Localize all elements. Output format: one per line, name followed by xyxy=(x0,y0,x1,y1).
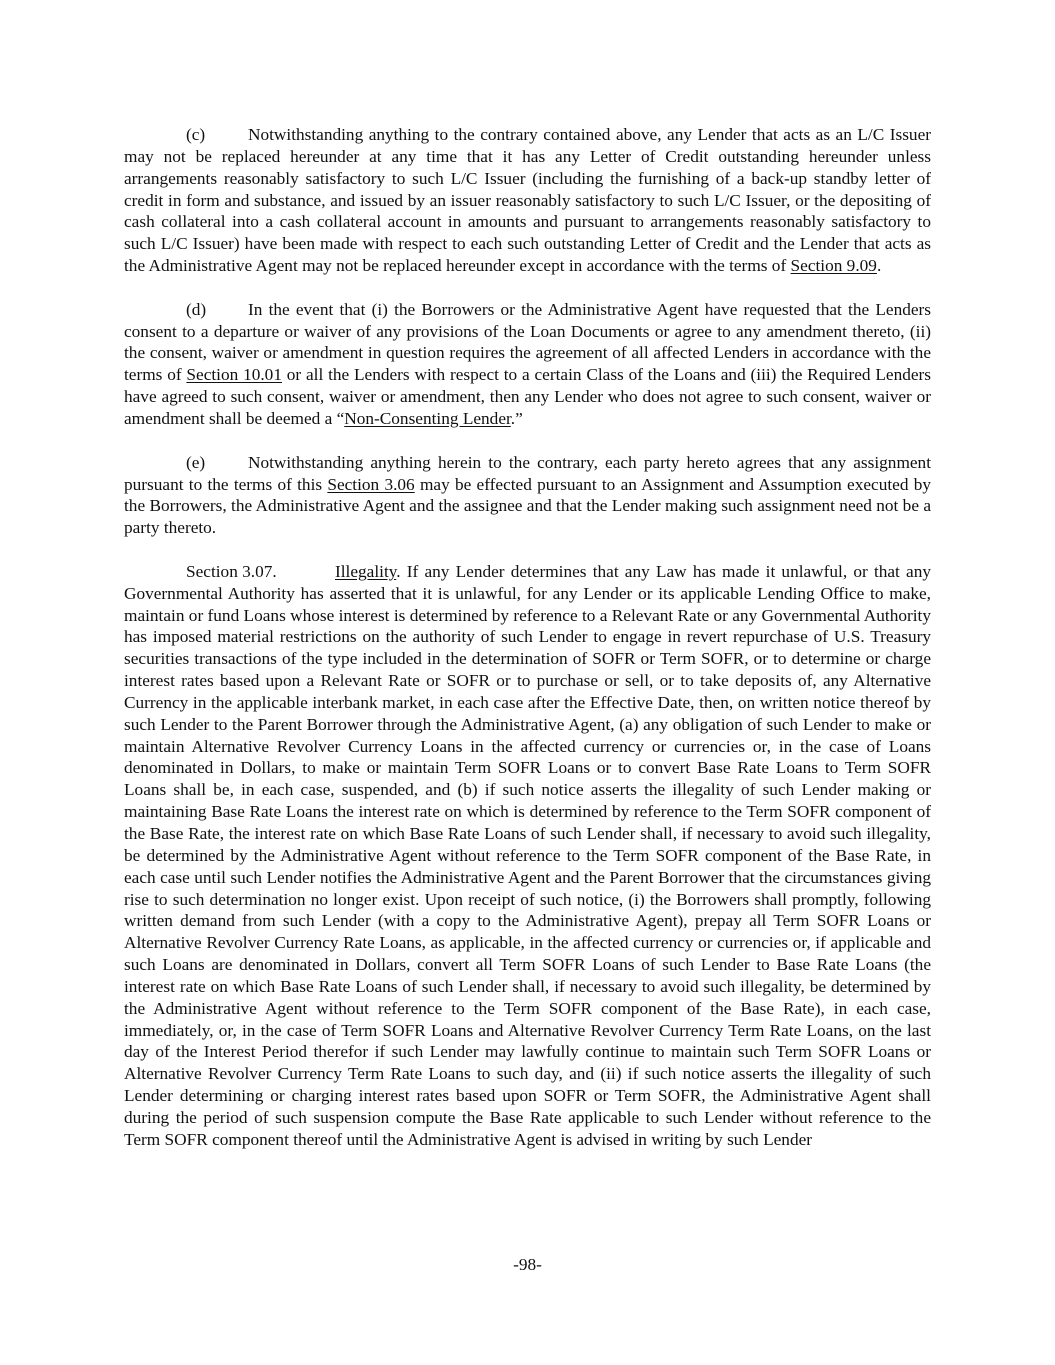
paragraph-text: In the event that (i) the Borrowers or the Administrative Agent have requested that the Lenders consent to a departure or waiver of any provisions of the Loan Documents or agree to any amendment thereto, (ii) the consent, waiver or amendment in question requires the agreement of all affected Lenders in accordance with the terms of xyxy=(124,299,931,385)
defined-term: Non-Consenting Lender xyxy=(344,408,511,428)
paragraph-tail: .” xyxy=(510,408,523,428)
page-number: -98- xyxy=(513,1255,542,1274)
paragraph-label: (d) xyxy=(186,299,207,319)
paragraph-d xyxy=(124,299,931,430)
document-body xyxy=(124,124,931,1173)
section-title: Illegality xyxy=(335,561,397,581)
paragraph-text: or all the Lenders with respect to a certain Class of the Loans and (iii) the Required Lenders have agreed to such consent, waiver or amendment, then any Lender who does not agree to such consent, waiver or amendment shall be deemed a “ xyxy=(124,365,931,428)
section-number: Section 3.07. xyxy=(186,561,277,581)
paragraph-text: Notwithstanding anything to the contrary contained above, any Lender that acts as an L/C Issuer may not be replaced hereunder at any time that it has any Letter of Credit outstanding hereunder unless arrangements reasonably satisfactory to such L/C Issuer (including the furnishing of a back-up standby letter of credit in form and substance, and issued by an issuer reasonably satisfactory to such L/C Issuer, or the depositing of cash collateral into a cash collateral account in amounts and pursuant to arrangements reasonably satisfactory to such L/C Issuer) have been made with respect to each such outstanding Letter of Credit and the Lender that acts as the Administrative Agent may not be replaced hereunder except in accordance with the terms of xyxy=(124,125,931,276)
section-reference: Section 9.09 xyxy=(790,256,877,276)
paragraph-label: (c) xyxy=(186,125,206,144)
section-reference: Section 3.06 xyxy=(327,474,415,494)
paragraph-label: (e) xyxy=(186,452,206,472)
paragraph-tail: . xyxy=(876,256,882,276)
paragraph-c xyxy=(124,124,931,277)
section-3-07 xyxy=(124,561,931,1151)
paragraph-text: Notwithstanding anything herein to the contrary, each party hereto agrees that any assignment pursuant to the terms of this xyxy=(124,452,931,494)
paragraph-e xyxy=(124,452,931,539)
paragraph-text: may be effected pursuant to an Assignment and Assumption executed by the Borrowers, the Administrative Agent and the assignee and that the Lender making such assignment need not be a party thereto. xyxy=(124,474,931,538)
section-reference: Section 10.01 xyxy=(186,365,282,385)
paragraph-text: . If any Lender determines that any Law has made it unlawful, or that any Governmental Authority has asserted that it is unlawful, for any Lender or its applicable Lending Office to make, maintain or fund Loans whose interest is determined by reference to a Relevant Rate or any Governmental Authority has imposed material restrictions on the authority of such Lender to engage in revert repurchase of U.S. Treasury securities transactions of the type included in the determination of SOFR or Term SOFR, or to determine or charge interest rates based upon a Relevant Rate or SOFR or to purchase or sell, or to take deposits of, any Alternative Currency in the applicable interbank market, in each case after the Effective Date, then, on written notice thereof by such Lender to the Parent Borrower through the Administrative Agent, (a) any obligation of such Lender to make or maintain Alternative Revolver Currency Loans in the affected currency or currencies or, in the case of Loans denominated in Dollars, to make or maintain Term SOFR Loans or to convert Base Rate Loans to Term SOFR Loans shall be, in each case, suspended, and (b) if such notice asserts the illegality of such Lender making or maintaining Base Rate Loans the interest rate on which is determined by reference to the Term SOFR component of the Base Rate, the interest rate on which Base Rate Loans of such Lender shall, if necessary to avoid such illegality, be determined by the Administrative Agent without reference to the Term SOFR component of the Base Rate, in each case until such Lender notifies the Administrative Agent and the Parent Borrower that the circumstances giving rise to such determination no longer exist. Upon receipt of such notice, (i) the Borrowers shall promptly, following written demand from such Lender (with a copy to the Administrative Agent), prepay all Term SOFR Loans or Alternative Revolver Currency Rate Loans, as applicable, in the affected currency or currencies or, if applicable and such Loans are denominated in Dollars, convert all Term SOFR Loans of such Lender to Base Rate Loans (the interest rate on which Base Rate Loans of such Lender shall, if necessary to avoid such illegality, be determined by the Administrative Agent without reference to the Term SOFR component of the Base Rate), in each case, immediately, or, in the case of Term SOFR Loans and Alternative Revolver Currency Term Rate Loans, on the last day of the Interest Period therefor if such Lender may lawfully continue to maintain such Term SOFR Loans or Alternative Revolver Currency Term Rate Loans to such day, and (ii) if such notice asserts the illegality of such Lender determining or charging interest rates based upon SOFR or Term SOFR, the Administrative Agent shall during the period of such suspension compute the Base Rate applicable to such Lender without reference to the Term SOFR component thereof until the Administrative Agent is advised in writing by such Lender xyxy=(124,561,931,1149)
